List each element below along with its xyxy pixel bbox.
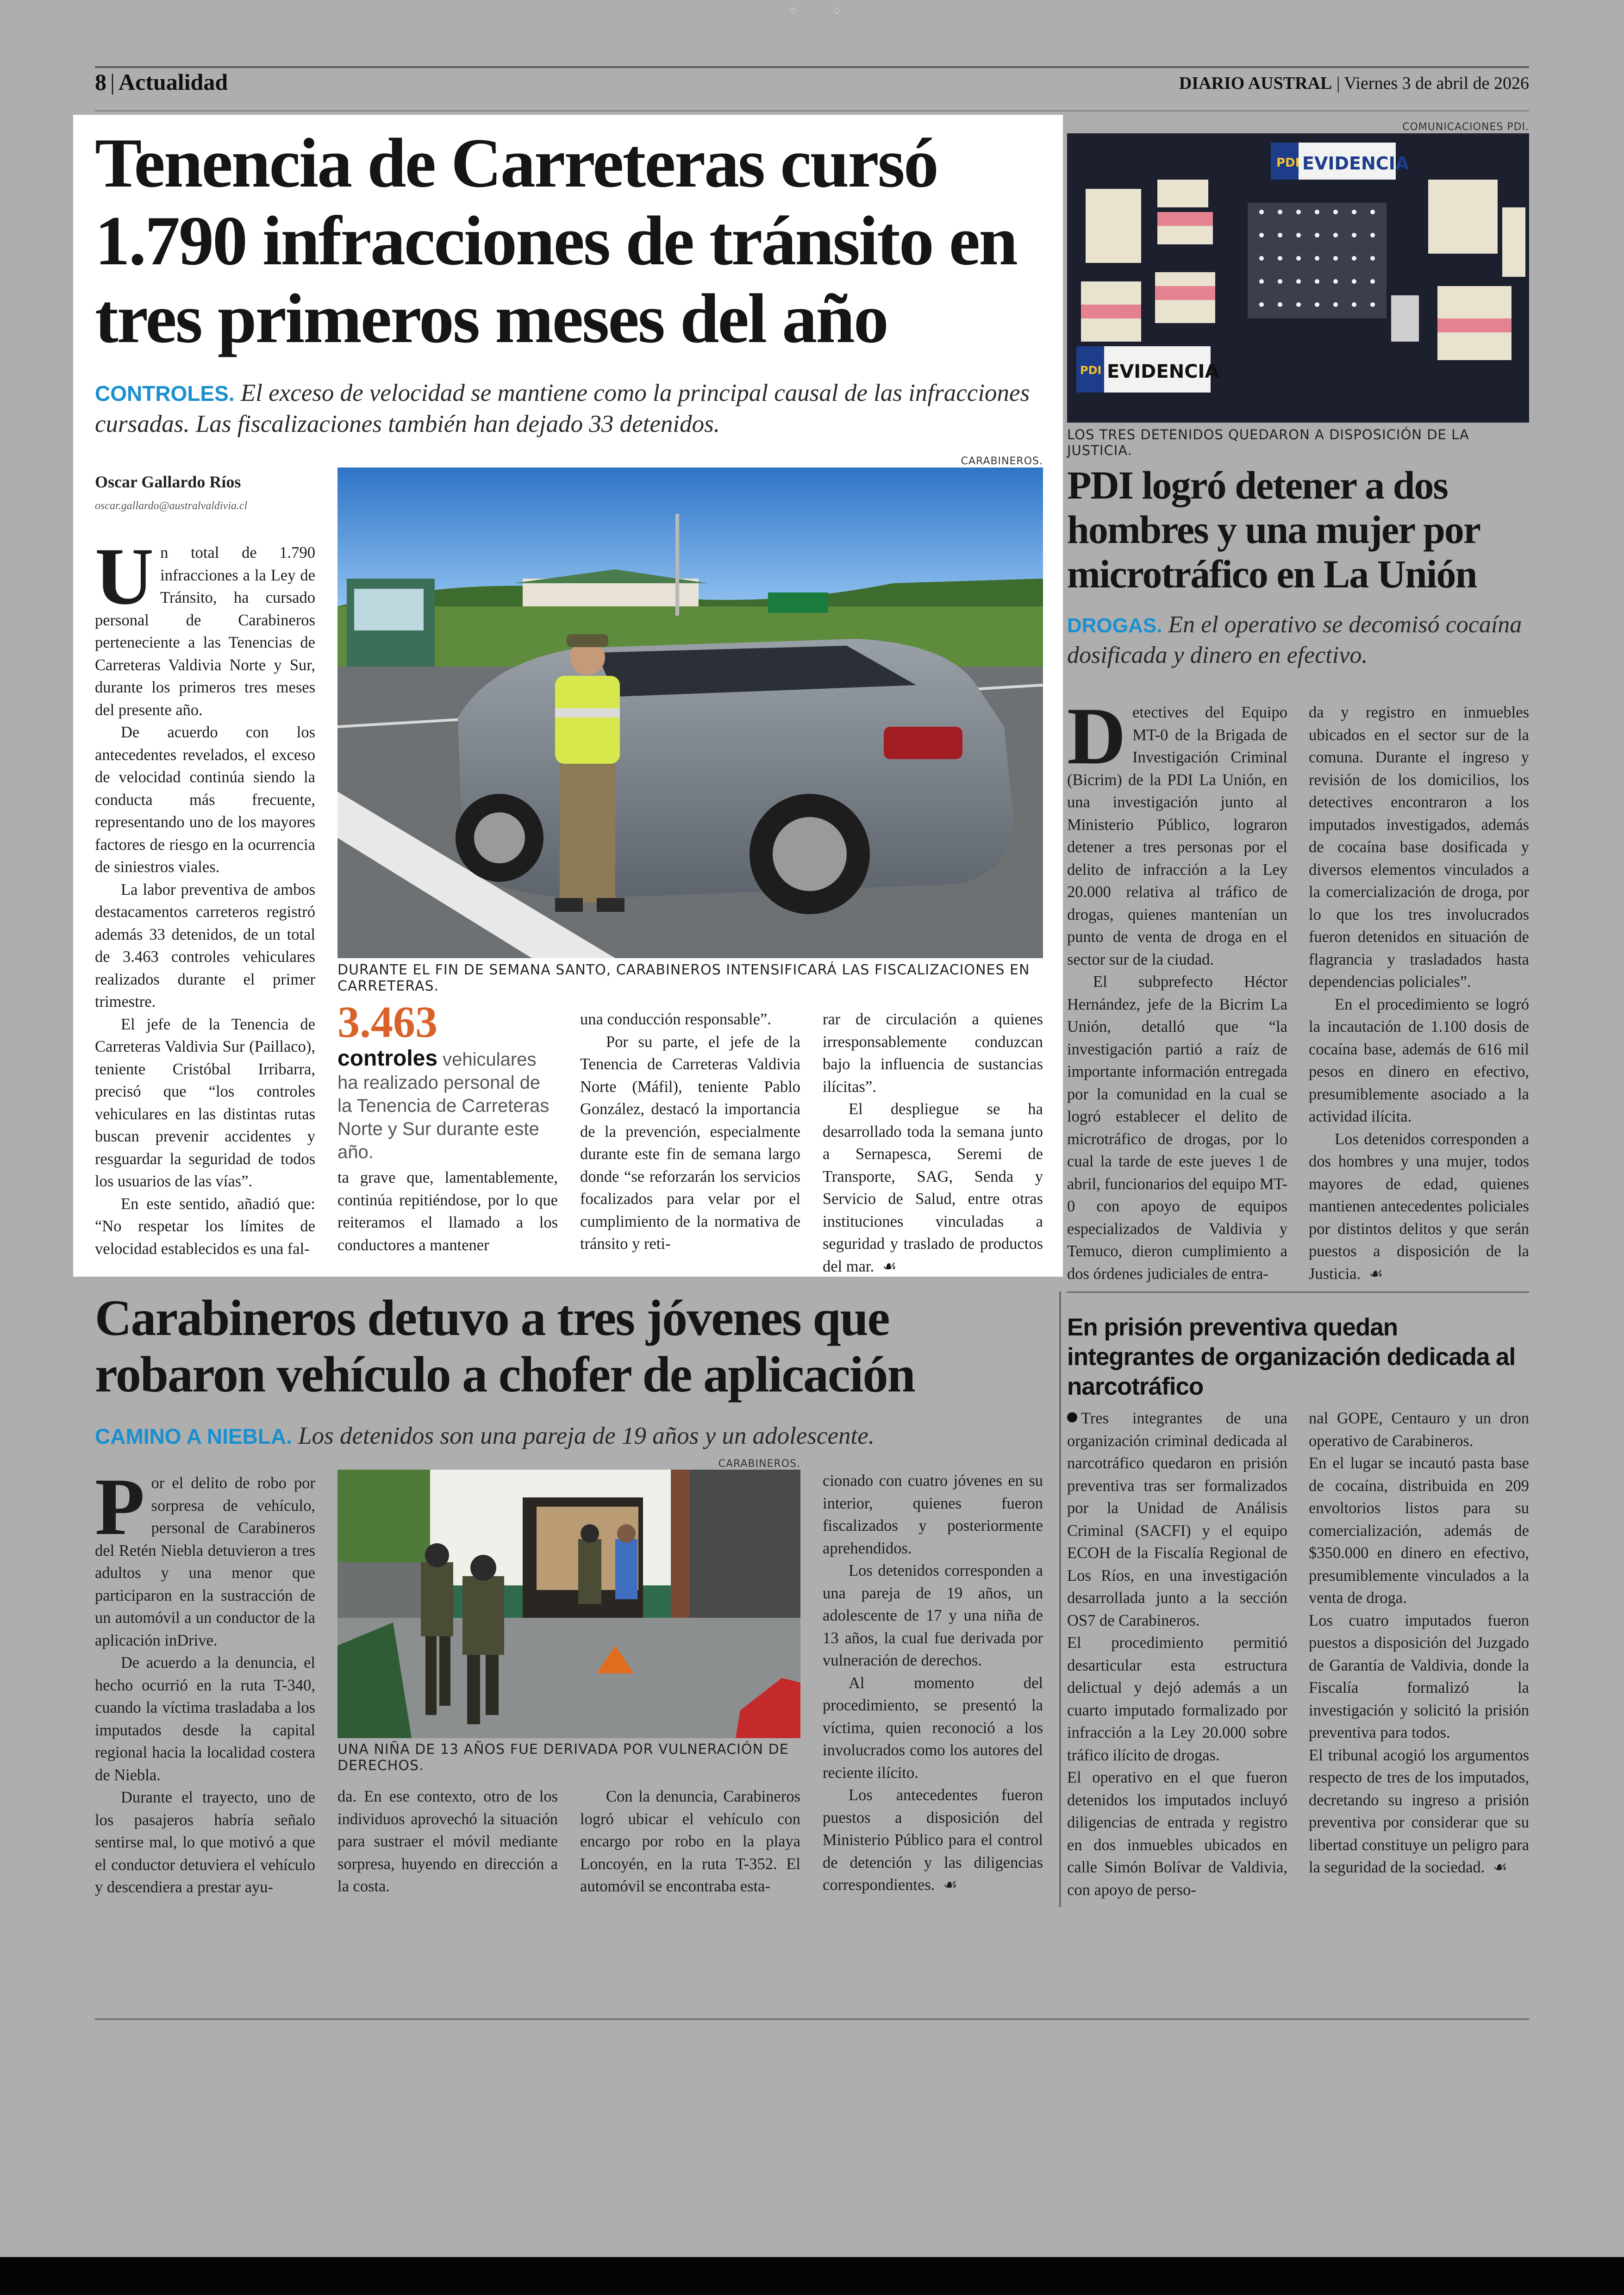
robbery-column-1 (95, 1462, 315, 1899)
pdi-headline: PDI logró detener a dos hombres y una mujer por microtráfico en La Unión (1067, 463, 1480, 596)
pdi-photo-credit: COMUNICACIONES PDI. (1402, 121, 1529, 133)
lead-col4-p1: rar de circulación a quienes irresponsablemente conduzcan bajo la influencia de sustancias ilícitas”. (823, 1010, 1043, 1096)
lead-col1-p5: En este sentido, añadió que: “No respetar los límites de velocidad establecidos es una fal- (95, 1195, 315, 1258)
narco-col2-p1: nal GOPE, Centauro y un dron operativo de Carabineros. (1309, 1409, 1529, 1450)
robbery-photo (337, 1470, 800, 1738)
lead-col1-p4: El jefe de la Tenencia de Carreteras Valdivia Sur (Paillaco), teniente Cristóbal Irribarra, precisó que “los controles vehiculares en las distintas rutas buscan prevenir accidentes y resguardar la seguridad de todos los usuarios de las vías”. (95, 1015, 315, 1190)
lead-col1-p1: Un total de 1.790 infracciones a la Ley de Tránsito, ha cursado personal de Carabineros perteneciente a las Tenencias de Carreteras Valdivia Norte y Sur, durante los primeros tres meses del presente año. (95, 531, 315, 719)
bullet-dot-icon (1067, 1412, 1077, 1422)
arrest-photo (337, 1470, 800, 1738)
pdi-col1-p1: Detectives del Equipo MT-0 de la Brigada de Investigación Criminal (Bicrim) de la PDI La Unión, en una investigación junto al Ministerio Público, lograron detener a tres personas por el delito de infracción a la Ley 20.000 relativa al tráfico de drogas, quienes mantenían un punto de venta de droga en el sector sur de la ciudad. (1067, 691, 1287, 968)
narco-col1-p3: El operativo en el que fueron detenidos los imputados incluyó diligencias de entrada y registro en dos inmuebles ubicados en calle Simón Bolívar de Valdivia, con apoyo de perso- (1067, 1769, 1287, 1899)
pdi-deck (1067, 610, 1529, 670)
lead-photo-credit: CARABINEROS. (961, 455, 1043, 467)
column-divider (1059, 1291, 1061, 1907)
lead-byline-email: oscar.gallardo@australvaldivia.cl (95, 500, 248, 512)
lead-col4-p2: El despliegue se ha desarrollado toda la semana junto a Sernapesca, Seremi de Transporte, SAG, Senda y Servicio de Salud, entre otras instituciones vinculadas a seguridad y traslado de productos del mar. ☙ (823, 1100, 1043, 1276)
right-column-rule (1067, 1291, 1529, 1293)
robbery-col4-p3: Al momento del procedimiento, se presentó la víctima, quien reconoció a los involucrados como los autores del reciente ilícito. (823, 1674, 1043, 1782)
lead-stat-word: controles (337, 1046, 438, 1071)
viewer-page-dots[interactable]: ◦ ◦ (787, 1, 856, 22)
robbery-column-4 (823, 1470, 1043, 1896)
lead-deck (95, 378, 1049, 439)
robbery-deck-text: Los detenidos son una pareja de 19 años y un adolescente. (298, 1422, 875, 1449)
pdi-dropcap: D (1067, 691, 1126, 781)
narco-headline: En prisión preventiva quedan integrantes de organización dedicada al narcotráfico (1067, 1314, 1516, 1400)
pdi-col1-p2: El subprefecto Héctor Hernández, jefe de la Bicrim La Unión, detalló que “la investigación partió a raíz de importante información entregada por la comunidad en la cual se logró establecer el delito de microtráfico de drogas, por lo cual la tarde de este jueves 1 de abril, funcionarios del equipo MT-0 con apoyo de equipos especializados de Valdivia y Temuco, dieron cumplimiento a dos órdenes judiciales de entra- (1067, 973, 1287, 1283)
robbery-column-2 (337, 1785, 558, 1898)
narco-col1-p2: El procedimiento permitió desarticular esta estructura delictual y dejó además a un cuarto imputado formalizado por infracción a la Ley 20.000 sobre tráfico ilícito de drogas. (1067, 1634, 1287, 1764)
pdi-deck-text: En el operativo se decomisó cocaína dosificada y dinero en efectivo. (1067, 611, 1522, 668)
pdi-column-2 (1309, 701, 1529, 1285)
lead-col3-p1: una conducción responsable”. (580, 1010, 771, 1028)
lead-stat-text: controles vehiculares ha realizado personal de la Tenencia de Carreteras Norte y Sur durante este año. (337, 1046, 550, 1162)
lead-stat-number: 3.463 (337, 997, 437, 1047)
robbery-end-mark-icon: ☙ (943, 1876, 957, 1894)
paper-name: DIARIO AUSTRAL (1179, 74, 1332, 93)
masthead-right: DIARIO AUSTRAL | Viernes 3 de abril de 2026 (1179, 74, 1529, 93)
masthead-rule (95, 110, 1529, 112)
lead-col2-p1: ta grave que, lamentablemente, continúa repitiéndose, por lo que reiteramos el llamado a los conductores a mantener (337, 1169, 558, 1254)
narco-end-mark-icon: ☙ (1493, 1858, 1507, 1877)
pdi-end-mark-icon: ☙ (1369, 1264, 1383, 1283)
robbery-column-3 (580, 1785, 800, 1898)
top-rule (95, 66, 1529, 68)
lead-photo-caption: DURANTE EL FIN DE SEMANA SANTO, CARABINEROS INTENSIFICARÁ LAS FISCALIZACIONES EN CARRETERAS. (337, 962, 1030, 994)
page-bottom-rule (95, 2018, 1529, 2020)
pdi-kicker: DROGAS. (1067, 614, 1162, 637)
section-name: Actualidad (119, 69, 228, 95)
lead-col3-p2: Por su parte, el jefe de la Tenencia de Carreteras Valdivia Norte (Máfil), teniente Pablo González, destacó la importancia de la prevención, especialmente durante este fin de semana largo donde “se reforzarán los servicios focalizados para velar por el cumplimiento de la normativa de tránsito y reti- (580, 1033, 800, 1253)
lead-column-2 (337, 1166, 558, 1256)
pdi-col2-p1: da y registro en inmuebles ubicados en el sector sur de la comuna. Durante el ingreso y revisión de los domicilios, los detectives encontraron a los imputados investigados, además de cocaína base dosificada y diversos elementos vinculados a la comercialización de droga, por lo que los tres involucrados fueron detenidos en situación de flagrancia y trasladados hasta dependencias policiales”. (1309, 704, 1529, 991)
lead-dropcap: U (95, 531, 154, 622)
narco-column-2 (1309, 1407, 1529, 1879)
lead-deck-text: El exceso de velocidad se mantiene como la principal causal de las infracciones cursadas. Las fiscalizaciones también han dejado 33 detenidos. (95, 380, 1030, 437)
narco-col2-p2: En el lugar se incautó pasta base de cocaína, distribuida en 209 envoltorios listos para su comercialización, además de $350.000 en dinero en efectivo, presumiblemente vinculados a la venta de droga. (1309, 1454, 1529, 1607)
lead-headline: Tenencia de Carreteras cursó 1.790 infracciones de tránsito en tres primeros meses del año (95, 124, 1017, 357)
pdi-badge-text: PDI (1276, 156, 1300, 170)
robbery-col1-p2: De acuerdo a la denuncia, el hecho ocurrió en la ruta T-340, cuando la víctima trasladaba a los imputados desde la capital regional hacia la localidad costera de Niebla. (95, 1654, 315, 1784)
page-number: 8 (95, 69, 106, 95)
narco-col1-p1: Tres integrantes de una organización criminal dedicada al narcotráfico quedaron en prisión preventiva tras ser formalizados por la Unidad de Análisis Criminal (SACFI) y el equipo ECOH de la Fiscalía Regional de Los Ríos, en una investigación desarrollada junto a la sección OS7 de Carabineros. (1067, 1409, 1287, 1629)
robbery-dropcap: P (95, 1462, 145, 1552)
lead-end-mark-icon: ☙ (882, 1257, 897, 1276)
narco-col2-p3: Los cuatro imputados fueron puestos a disposición del Juzgado de Garantía de Valdivia, donde la Fiscalía formalizó la investigación y solicitó la prisión preventiva para todos. (1309, 1611, 1529, 1741)
pdi-evidence-label-top: EVIDENCIA (1302, 153, 1409, 174)
roadside-check-photo (337, 468, 1043, 958)
page-folio (95, 69, 228, 95)
lead-kicker: CONTROLES. (95, 381, 235, 405)
evidence-table-photo (1067, 133, 1529, 423)
lead-col1-p3: La labor preventiva de ambos destacamentos carreteros registró además 33 detenidos, de un total de 3.463 controles vehiculares realizados durante el primer trimestre. (95, 880, 315, 1010)
robbery-col1-p1: Por el delito de robo por sorpresa de vehículo, personal de Carabineros del Retén Niebla detuvieron a tres adultos y una menor que participaron en la sustracción de un automóvil a un conductor de la aplicación inDrive. (95, 1462, 315, 1649)
narco-column-1 (1067, 1407, 1287, 1901)
robbery-col2-p1: da. En ese contexto, otro de los individuos aprovechó la situación para sustraer el móvil mediante sorpresa, huyendo en dirección a la costa. (337, 1788, 558, 1895)
lead-column-1 (95, 531, 315, 1260)
folio-separator: | (110, 69, 115, 95)
lead-photo (337, 468, 1043, 958)
robbery-col4-p2: Los detenidos corresponden a una pareja de 19 años, un adolescente de 17 y una niña de 13 años, la cual fue derivada por vulneración de derechos. (823, 1562, 1043, 1669)
pdi-col2-p2: En el procedimiento se logró la incautación de 1.100 dosis de cocaína base, además de 616 mil pesos en dinero en efectivo, presumiblemente asociado a la actividad ilícita. (1309, 995, 1529, 1125)
pdi-evidence-label-bottom: EVIDENCIA (1107, 361, 1219, 382)
robbery-photo-credit: CARABINEROS. (718, 1458, 800, 1470)
pdi-column-1 (1067, 691, 1287, 1285)
robbery-headline: Carabineros detuvo a tres jóvenes que robaron vehículo a chofer de aplicación (95, 1290, 915, 1403)
pdi-badge-text-bottom: PDI (1080, 364, 1102, 377)
narco-col2-p4: El tribunal acogió los argumentos respecto de tres de los imputados, decretando su ingreso a prisión preventiva por considerar que su libertad constituye un peligro para la seguridad de la sociedad. ☙ (1309, 1746, 1529, 1877)
lead-byline: Oscar Gallardo Ríos (95, 473, 241, 491)
pdi-col2-p3: Los detenidos corresponden a dos hombres y una mujer, todos mayores de edad, quienes mantienen antecedentes policiales por distintos delitos y que serán puestos a disposición de la Justicia. ☙ (1309, 1130, 1529, 1283)
robbery-col4-p1: cionado con cuatro jóvenes en su interior, quienes fueron fiscalizados y posteriormente aprehendidos. (823, 1472, 1043, 1557)
issue-date: Viernes 3 de abril de 2026 (1344, 74, 1529, 93)
lead-col1-p2: De acuerdo con los antecedentes revelados, el exceso de velocidad continúa siendo la conducta más frecuente, representando uno de los mayores factores de riesgo en la ocurrencia de siniestros viales. (95, 723, 315, 876)
pdi-photo (1067, 133, 1529, 423)
lead-column-3 (580, 1008, 800, 1255)
robbery-kicker: CAMINO A NIEBLA. (95, 1424, 292, 1448)
robbery-deck (95, 1421, 1049, 1451)
pdi-photo-caption: LOS TRES DETENIDOS QUEDARON A DISPOSICIÓN DE LA JUSTICIA. (1067, 427, 1469, 458)
robbery-col1-p3: Durante el trayecto, uno de los pasajeros habría señalo sentirse mal, lo que motivó a que el conductor detuviera el vehículo y descendiera a prestar ayu- (95, 1789, 315, 1896)
robbery-photo-caption: UNA NIÑA DE 13 AÑOS FUE DERIVADA POR VULNERACIÓN DE DERECHOS. (337, 1741, 789, 1774)
robbery-col3-p1: Con la denuncia, Carabineros logró ubicar el vehículo con encargo por robo en la playa Loncoyén, en la ruta T-352. El automóvil se encontraba esta- (580, 1788, 800, 1895)
lead-column-4 (823, 1008, 1043, 1278)
viewer-bottom-bar (0, 2257, 1624, 2295)
robbery-col4-p4: Los antecedentes fueron puestos a disposición del Ministerio Público para el control de detención y las diligencias correspondientes. ☙ (823, 1786, 1043, 1894)
